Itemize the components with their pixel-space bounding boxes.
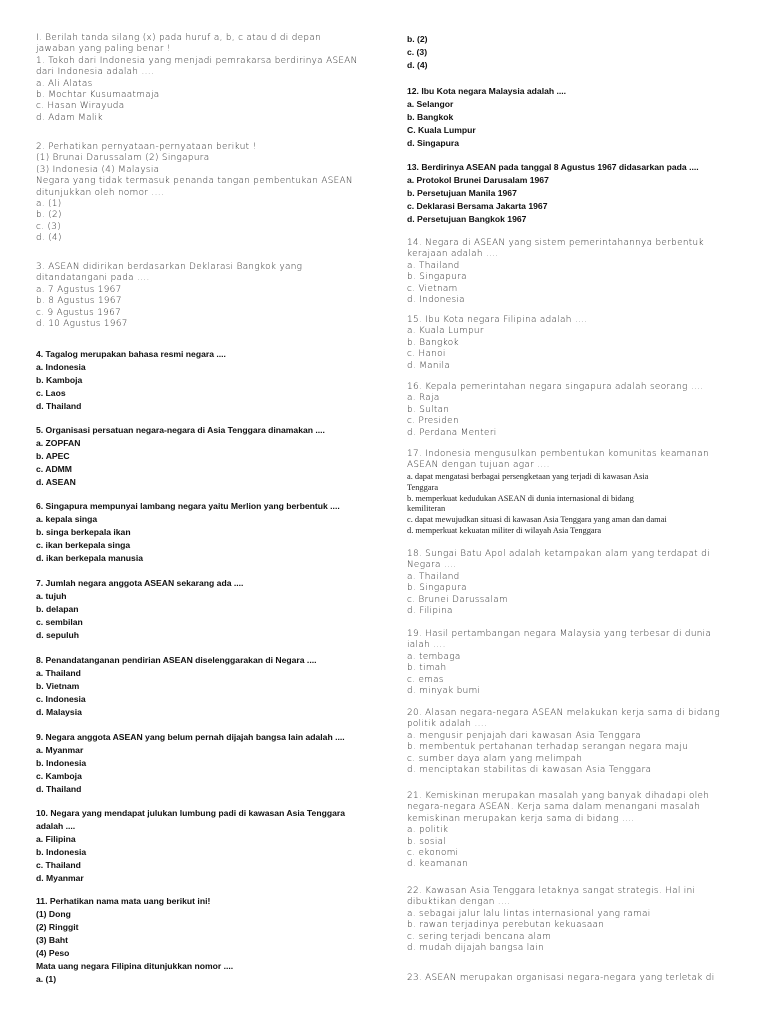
answer-option: c. Deklarasi Bersama Jakarta 1967 xyxy=(407,201,548,211)
answer-option: d. 10 Agustus 1967 xyxy=(36,319,128,330)
answer-option: a. Protokol Brunei Darusalam 1967 xyxy=(407,175,549,185)
question-block xyxy=(36,424,386,489)
answer-option: d. Indonesia xyxy=(407,295,465,306)
answer-option: d. Thailand xyxy=(36,401,82,411)
question-block xyxy=(36,33,386,124)
question-block xyxy=(36,500,386,565)
answer-option: a. kepala singa xyxy=(36,514,98,524)
question-text: 23. ASEAN merupakan organisasi negara-negara yang terletak di xyxy=(407,973,715,983)
question-block xyxy=(407,549,747,617)
question-text: 15. Ibu Kota negara Filipina adalah .... xyxy=(407,315,588,325)
question-text: I. Berilah tanda silang (x) pada huruf a, b, c atau d di depan xyxy=(36,33,322,43)
answer-option: (4) Peso xyxy=(36,948,70,958)
answer-option: c. ADMM xyxy=(36,464,72,474)
answer-option: ASEAN dengan tujuan agar .... xyxy=(407,460,550,471)
answer-option: a. 7 Agustus 1967 xyxy=(36,284,122,295)
question-block xyxy=(36,262,386,330)
question-text: 2. Perhatikan pernyataan-pernyataan berikut ! xyxy=(36,142,257,152)
answer-option: a. (1) xyxy=(36,974,57,984)
answer-option: b. singa berkepala ikan xyxy=(36,527,131,537)
answer-option: (2) Ringgit xyxy=(36,922,79,932)
answer-option: c. dapat mewujudkan situasi di kawasan Asia Tenggara yang aman dan damai xyxy=(407,515,667,525)
answer-option: d. (4) xyxy=(407,60,428,70)
answer-option: c. sumber daya alam yang melimpah xyxy=(407,753,583,764)
question-block xyxy=(36,731,386,796)
answer-option: jawaban yang paling benar ! xyxy=(36,44,171,55)
answer-option: b. Indonesia xyxy=(36,847,87,857)
answer-option: a. politik xyxy=(407,825,449,836)
question-block xyxy=(407,382,747,439)
answer-option: C. Kuala Lumpur xyxy=(407,125,476,135)
question-text: 4. Tagalog merupakan bahasa resmi negara .... xyxy=(36,349,226,359)
answer-option: d. Adam Malik xyxy=(36,112,103,123)
answer-option: a. Kuala Lumpur xyxy=(407,326,484,337)
question-text: 5. Organisasi persatuan negara-negara di Asia Tenggara dinamakan .... xyxy=(36,425,325,435)
question-text: 21. Kemiskinan merupakan masalah yang banyak dihadapi oleh xyxy=(407,791,710,801)
answer-option: ialah .... xyxy=(407,640,446,651)
question-text: 9. Negara anggota ASEAN yang belum pernah dijajah bangsa lain adalah .... xyxy=(36,732,345,742)
answer-option: a. Indonesia xyxy=(36,362,86,372)
answer-option: a. ZOPFAN xyxy=(36,438,81,448)
answer-option: d. mudah dijajah bangsa lain xyxy=(407,943,544,954)
question-block xyxy=(36,577,386,642)
answer-option: c. Thailand xyxy=(36,860,81,870)
answer-option: b. Indonesia xyxy=(36,758,87,768)
answer-option: d. Myanmar xyxy=(36,873,84,883)
question-text: 10. Negara yang mendapat julukan lumbung padi di kawasan Asia Tenggara xyxy=(36,808,345,818)
answer-option: d. keamanan xyxy=(407,859,469,870)
answer-option: c. Presiden xyxy=(407,416,459,427)
answer-option: d. Manila xyxy=(407,360,451,371)
answer-option: a. mengusir penjajah dari kawasan Asia Tenggara xyxy=(407,730,642,741)
answer-option: d. Filipina xyxy=(407,606,453,617)
answer-option: politik adalah .... xyxy=(407,719,488,730)
answer-option: d. minyak bumi xyxy=(407,686,481,697)
answer-option: 1. Tokoh dari Indonesia yang menjadi pemrakarsa berdirinya ASEAN xyxy=(36,55,358,66)
answer-option: c. 9 Agustus 1967 xyxy=(36,307,122,318)
answer-option: c. Brunei Darussalam xyxy=(407,594,508,605)
answer-option: a. tembaga xyxy=(407,651,461,662)
answer-option: d. Persetujuan Bangkok 1967 xyxy=(407,214,527,224)
answer-option: b. Bangkok xyxy=(407,337,459,348)
answer-option: b. sosial xyxy=(407,836,447,847)
answer-option: c. Kamboja xyxy=(36,771,82,781)
answer-option: c. (3) xyxy=(36,221,61,232)
answer-option: ditunjukkan oleh nomor .... xyxy=(36,187,165,198)
question-text: 11. Perhatikan nama mata uang berikut ini! xyxy=(36,896,211,906)
question-text: 20. Alasan negara-negara ASEAN melakukan kerja sama di bidang xyxy=(407,708,720,718)
answer-option: b. APEC xyxy=(36,451,70,461)
answer-option: dibuktikan dengan .... xyxy=(407,897,511,908)
answer-option: Negara yang tidak termasuk penanda tangan pembentukan ASEAN xyxy=(36,176,353,187)
answer-option: negara-negara ASEAN. Kerja sama dalam menangani masalah xyxy=(407,802,701,813)
answer-option: d. (4) xyxy=(36,233,62,244)
answer-option: kemiskinan merupakan kerja sama di bidang .... xyxy=(407,813,635,824)
question-block xyxy=(407,708,747,776)
answer-option: c. (3) xyxy=(407,47,428,57)
question-block xyxy=(36,654,386,719)
answer-option: (1) Brunai Darussalam (2) Singapura xyxy=(36,153,210,164)
answer-option: ditandatangani pada .... xyxy=(36,273,150,284)
question-block xyxy=(407,886,747,954)
answer-option: a. Thailand xyxy=(407,571,460,582)
answer-option: b. Sultan xyxy=(407,404,450,415)
answer-option: d. sepuluh xyxy=(36,630,79,640)
answer-option: kemiliteran xyxy=(407,504,446,514)
answer-option: b. 8 Agustus 1967 xyxy=(36,296,122,307)
answer-option: a. Thailand xyxy=(407,260,460,271)
answer-option: d. Thailand xyxy=(36,784,82,794)
question-text: 19. Hasil pertambangan negara Malaysia yang terbesar di dunia xyxy=(407,629,712,639)
question-text: 12. Ibu Kota negara Malaysia adalah .... xyxy=(407,86,567,96)
question-block xyxy=(407,629,747,697)
answer-option: d. Malaysia xyxy=(36,707,82,717)
answer-option: (1) Dong xyxy=(36,909,71,919)
question-block xyxy=(407,791,747,871)
question-text: 14. Negara di ASEAN yang sistem pemerintahannya berbentuk xyxy=(407,238,704,248)
answer-option: c. ikan berkepala singa xyxy=(36,540,131,550)
question-block xyxy=(407,85,747,150)
question-block xyxy=(407,161,747,226)
answer-option: a. Thailand xyxy=(36,668,81,678)
answer-option: (3) Baht xyxy=(36,935,68,945)
answer-option: (3) Indonesia (4) Malaysia xyxy=(36,164,160,175)
question-block xyxy=(36,895,386,986)
answer-option: d. menciptakan stabilitas di kawasan Asia Tenggara xyxy=(407,765,652,776)
question-block xyxy=(407,973,747,984)
answer-option: Negara .... xyxy=(407,560,457,571)
question-text: 22. Kawasan Asia Tenggara letaknya sangat strategis. Hal ini xyxy=(407,886,696,896)
answer-option: a. tujuh xyxy=(36,591,67,601)
answer-option: b. memperkuat kedudukan ASEAN di dunia internasional di bidang xyxy=(407,493,634,503)
answer-option: b. rawan terjadinya perebutan kekuasaan xyxy=(407,920,605,931)
question-text: 6. Singapura mempunyai lambang negara yaitu Merlion yang berbentuk .... xyxy=(36,501,340,511)
question-text: a. dapat mengatasi berbagai persengketaan yang terjadi di kawasan Asia xyxy=(407,472,649,481)
answer-option: kerajaan adalah .... xyxy=(407,249,499,260)
answer-option: a. sebagai jalur lalu lintas internasional yang ramai xyxy=(407,908,651,919)
answer-option: b. membentuk pertahanan terhadap serangan negara maju xyxy=(407,742,689,753)
answer-option: c. Hanoi xyxy=(407,349,446,360)
answer-option: c. Indonesia xyxy=(36,694,86,704)
question-text: 17. Indonesia mengusulkan pembentukan komunitas keamanan xyxy=(407,449,709,459)
answer-option: a. Selangor xyxy=(407,99,454,109)
answer-option: adalah .... xyxy=(36,821,76,831)
question-block xyxy=(36,807,386,885)
answer-option: c. emas xyxy=(407,674,444,685)
answer-option: b. Singapura xyxy=(407,583,467,594)
question-block xyxy=(407,238,747,306)
answer-option: b. (2) xyxy=(36,210,62,221)
question-block xyxy=(36,142,386,245)
question-block xyxy=(36,348,386,413)
answer-option: b. Mochtar Kusumaatmaja xyxy=(36,90,160,101)
answer-option: a. Raja xyxy=(407,393,440,404)
answer-option: dari Indonesia adalah .... xyxy=(36,67,155,78)
answer-option: b. Vietnam xyxy=(36,681,80,691)
answer-option: b. Kamboja xyxy=(36,375,83,385)
answer-option: b. Bangkok xyxy=(407,112,454,122)
answer-option: b. Singapura xyxy=(407,272,467,283)
answer-option: a. (1) xyxy=(36,199,62,210)
answer-option: d. ikan berkepala manusia xyxy=(36,553,143,563)
question-text: 18. Sungai Batu Apol adalah ketampakan alam yang terdapat di xyxy=(407,549,710,559)
answer-option: Tenggara xyxy=(407,482,439,492)
answer-option: d. Singapura xyxy=(407,138,460,148)
answer-option: d. memperkuat kekuatan militer di wilayah Asia Tenggara xyxy=(407,525,602,535)
answer-option: a. Ali Alatas xyxy=(36,78,93,89)
answer-option: d. Perdana Menteri xyxy=(407,427,497,438)
answer-option: b. Persetujuan Manila 1967 xyxy=(407,188,517,198)
answer-option: c. Vietnam xyxy=(407,283,458,294)
question-text: 8. Penandatanganan pendirian ASEAN diselenggarakan di Negara .... xyxy=(36,655,317,665)
answer-option: a. Myanmar xyxy=(36,745,84,755)
answer-option: d. ASEAN xyxy=(36,477,76,487)
question-block xyxy=(407,472,747,537)
question-block xyxy=(407,315,747,372)
question-text: b. (2) xyxy=(407,34,428,44)
question-block xyxy=(407,33,747,72)
question-text: 7. Jumlah negara anggota ASEAN sekarang ada .... xyxy=(36,578,244,588)
answer-option: c. sering terjadi bencana alam xyxy=(407,931,552,942)
answer-option: b. delapan xyxy=(36,604,79,614)
question-block xyxy=(407,449,747,472)
question-text: 3. ASEAN didirikan berdasarkan Deklarasi Bangkok yang xyxy=(36,262,303,272)
answer-option: Mata uang negara Filipina ditunjukkan nomor .... xyxy=(36,961,234,971)
answer-option: b. timah xyxy=(407,663,447,674)
answer-option: c. sembilan xyxy=(36,617,83,627)
question-text: 16. Kepala pemerintahan negara singapura adalah seorang .... xyxy=(407,382,704,392)
question-text: 13. Berdirinya ASEAN pada tanggal 8 Agustus 1967 didasarkan pada .... xyxy=(407,162,699,172)
answer-option: c. ekonomi xyxy=(407,848,459,859)
answer-option: c. Laos xyxy=(36,388,66,398)
answer-option: a. Filipina xyxy=(36,834,76,844)
answer-option: c. Hasan Wirayuda xyxy=(36,101,125,112)
